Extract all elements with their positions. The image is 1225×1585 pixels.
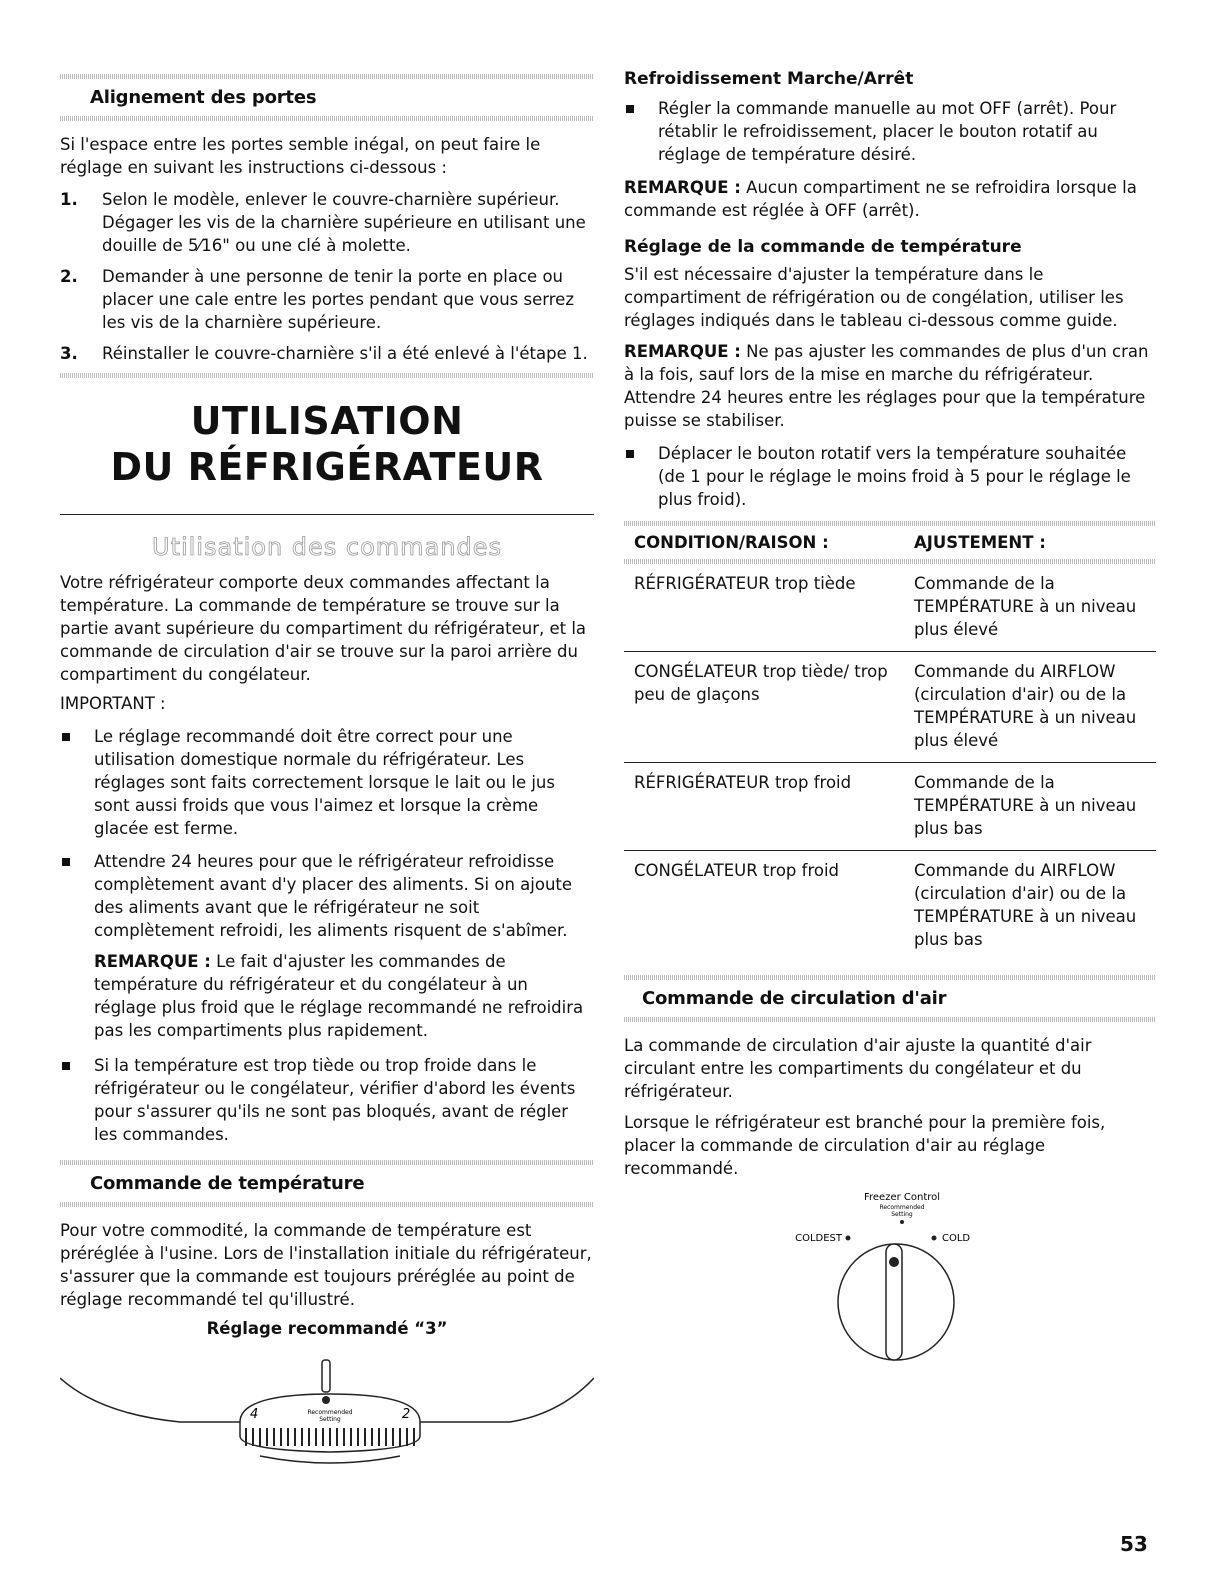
- list-item: [60, 850, 594, 942]
- temperature-control-text: Pour votre commodité, la commande de température est préréglée à l'usine. Lors de l'installation initiale du réfrigérateur, s'assurer que la commande est toujours préréglée au point de réglage recommandé tel qu'illustré.: [60, 1221, 592, 1309]
- temperature-setting-heading: Réglage de la commande de température: [624, 237, 1022, 257]
- chapter-title: [60, 398, 594, 490]
- table-row: [624, 851, 1156, 961]
- coldest-label: COLDEST: [795, 1233, 842, 1244]
- table-cell-condition: CONGÉLATEUR trop tiède/ trop peu de glaçons: [634, 662, 888, 704]
- list-item: [60, 265, 594, 334]
- temperature-setting-text: S'il est nécessaire d'ajuster la température dans le compartiment de réfrigération ou de congélation, utiliser les réglages indiqués dans le tableau ci-dessous comme guide.: [624, 265, 1124, 330]
- important-label: IMPORTANT :: [60, 694, 166, 713]
- airflow-text-1: La commande de circulation d'air ajuste la quantité d'air circulant entre les compartiments du congélateur et du réfrigérateur.: [624, 1036, 1092, 1101]
- remark-paragraph: [624, 176, 1156, 222]
- step-number: 2.: [60, 267, 78, 286]
- right-column: [624, 64, 1156, 1376]
- remark-label: REMARQUE :: [624, 342, 741, 361]
- adjustment-table: [624, 521, 1156, 961]
- remark-text: Le fait d'ajuster les commandes de température du réfrigérateur et du congélateur à un réglage plus froid que le réglage recommandé ne refroidira pas les compartiments plus rapidement.: [94, 952, 584, 1040]
- temperature-dial-figure: [60, 1342, 594, 1472]
- remark-paragraph: [60, 950, 594, 1042]
- list-item: [60, 342, 594, 365]
- table-cell-condition: RÉFRIGÉRATEUR trop tiède: [634, 574, 856, 593]
- remark-paragraph: [624, 340, 1156, 432]
- section-title-outline: Utilisation des commandes: [152, 533, 502, 561]
- figure-caption: Réglage recommandé “3”: [206, 1319, 448, 1338]
- airflow-text-2: Lorsque le réfrigérateur est branché pour la première fois, placer la commande de circulation d'air au réglage recommandé.: [624, 1113, 1106, 1178]
- chapter-rule: [60, 514, 594, 515]
- remark-label: REMARQUE :: [624, 178, 741, 197]
- chapter-title-line-2: DU RÉFRIGÉRATEUR: [110, 445, 544, 489]
- remark-text: Aucun compartiment ne se refroidira lorsque la commande est réglée à OFF (arrêt).: [624, 178, 1137, 220]
- table-row: [624, 763, 1156, 851]
- cold-label: COLD: [942, 1233, 971, 1244]
- freezer-rec-label-1: Recommended: [879, 1204, 925, 1211]
- list-item: [60, 188, 594, 257]
- table-cell-adjustment: Commande du AIRFLOW (circulation d'air) ou de la TEMPÉRATURE à un niveau plus élevé: [914, 662, 1137, 750]
- freezer-rec-label-2: Setting: [891, 1211, 913, 1218]
- door-intro: Si l'espace entre les portes semble inégal, on peut faire le réglage en suivant les instructions ci-dessous :: [60, 135, 541, 177]
- step-text: Selon le modèle, enlever le couvre-charnière supérieur. Dégager les vis de la charnière supérieure en utilisant une douille de 5⁄16" ou une clé à molette.: [102, 190, 586, 255]
- temperature-control-heading: Commande de température: [90, 1173, 365, 1194]
- cooling-onoff-heading: Refroidissement Marche/Arrêt: [624, 69, 914, 89]
- dial-rec-label-2: Setting: [319, 1416, 341, 1423]
- table-row: [624, 564, 1156, 652]
- list-item: Le réglage recommandé doit être correct pour une utilisation domestique normale du réfrigérateur. Les réglages sont faits correctement lorsque le lait ou le jus sont aussi froids que vous l'aimez et lorsque la crème glacée est ferme.: [60, 725, 594, 840]
- step-text: Réinstaller le couvre-charnière s'il a été enlevé à l'étape 1.: [102, 344, 588, 363]
- remark-text: Ne pas ajuster les commandes de plus d'un cran à la fois, sauf lors de la mise en marche du réfrigérateur. Attendre 24 heures entre les réglages pour que la température puisse se stabiliser.: [624, 342, 1149, 430]
- list-item: Déplacer le bouton rotatif vers la température souhaitée (de 1 pour le réglage le moins froid à 5 pour le réglage le plus froid).: [624, 442, 1156, 511]
- column-header-adjustment: AJUSTEMENT :: [914, 533, 1046, 552]
- dial-number-left: 4: [250, 1407, 259, 1422]
- door-steps-list: [60, 188, 594, 365]
- door-alignment-heading: Alignement des portes: [90, 87, 317, 108]
- table-cell-adjustment: Commande de la TEMPÉRATURE à un niveau plus élevé: [914, 574, 1137, 639]
- airflow-control-heading: Commande de circulation d'air: [642, 988, 947, 1009]
- step-text: Demander à une personne de tenir la porte en place ou placer une cale entre les portes pendant que vous serrez les vis de la charnière supérieure.: [102, 267, 574, 332]
- dial-rec-label-1: Recommended: [307, 1409, 353, 1416]
- table-header: [624, 526, 1156, 559]
- column-header-condition: CONDITION/RAISON :: [634, 533, 829, 552]
- commands-intro: Votre réfrigérateur comporte deux commandes affectant la température. La commande de température se trouve sur la partie avant supérieure du compartiment du réfrigérateur, et la commande de circulation d'air se trouve sur la paroi arrière du compartiment du congélateur.: [60, 573, 587, 684]
- page-number: 53: [1120, 1532, 1148, 1556]
- list-item: Si la température est trop tiède ou trop froide dans le réfrigérateur ou le congélateur, vérifier d'abord les évents pour s'assurer qu'ils ne sont pas bloqués, avant de régler les commandes.: [60, 1054, 594, 1146]
- left-column: [60, 64, 594, 1472]
- table-cell-adjustment: Commande de la TEMPÉRATURE à un niveau plus bas: [914, 773, 1137, 838]
- list-item: Régler la commande manuelle au mot OFF (arrêt). Pour rétablir le refroidissement, placer le bouton rotatif au réglage de température désiré.: [624, 97, 1156, 166]
- table-cell-condition: CONGÉLATEUR trop froid: [634, 861, 840, 880]
- dial-number-right: 2: [402, 1407, 411, 1422]
- chapter-title-line-1: UTILISATION: [190, 399, 464, 443]
- freezer-control-figure: [624, 1186, 1156, 1376]
- freezer-control-title: Freezer Control: [863, 1192, 941, 1203]
- bullet-text: Attendre 24 heures pour que le réfrigérateur refroidisse complètement avant d'y placer des aliments. Si on ajoute des aliments avant que le réfrigérateur ne soit complètement refroidi, les aliments risquent de s'abîmer.: [94, 852, 573, 940]
- table-row: [624, 652, 1156, 763]
- divider: [60, 373, 594, 378]
- remark-label: REMARQUE :: [94, 952, 211, 971]
- step-number: 3.: [60, 344, 78, 363]
- table-body: [624, 564, 1156, 961]
- table-cell-condition: RÉFRIGÉRATEUR trop froid: [634, 773, 852, 792]
- step-number: 1.: [60, 190, 78, 209]
- table-cell-adjustment: Commande du AIRFLOW (circulation d'air) ou de la TEMPÉRATURE à un niveau plus bas: [914, 861, 1137, 949]
